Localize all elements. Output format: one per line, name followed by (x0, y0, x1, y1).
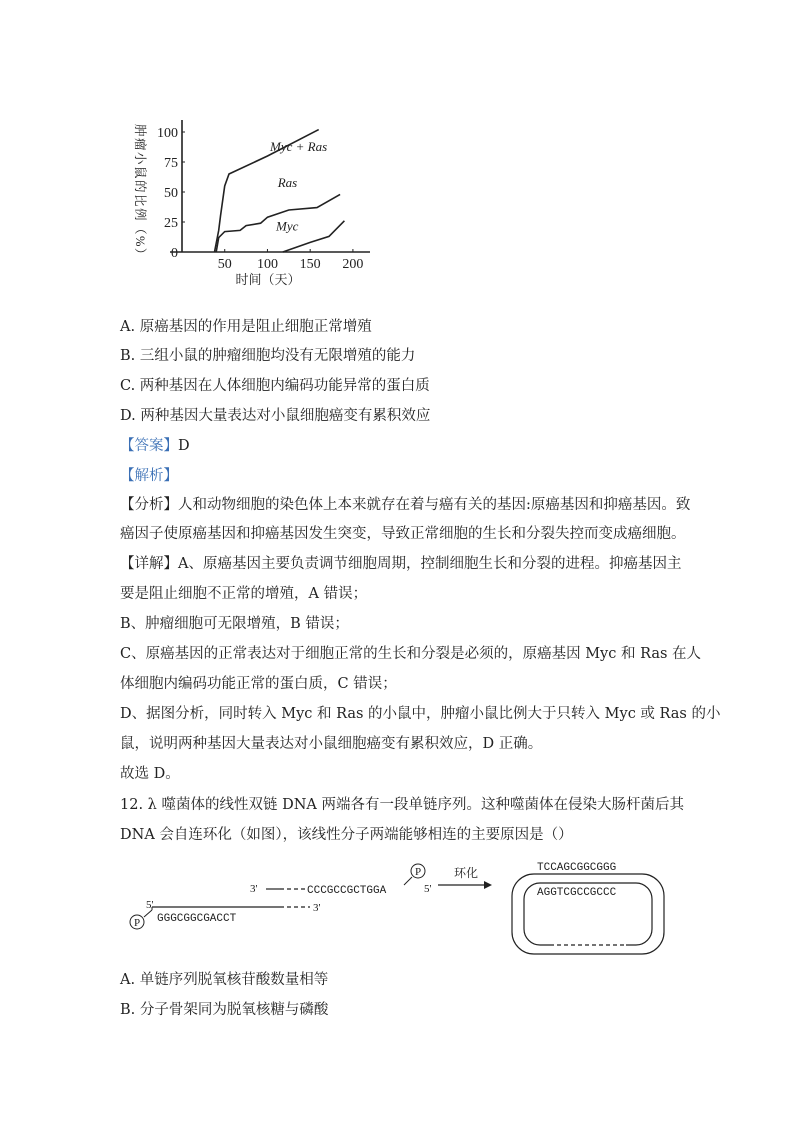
series-label-0: Myc + Ras (270, 139, 328, 155)
question-12-stem: 12. λ 噬菌体的线性双链 DNA 两端各有一段单链序列。这种噬菌体在侵染大肠杆菌后其 (120, 797, 684, 813)
analysis-line: 【分析】人和动物细胞的染色体上本来就存在着与癌有关的基因:原癌基因和抑癌基因。致 (120, 497, 691, 513)
answer-label: 【答案】 (120, 438, 178, 454)
series-label-2: Myc (276, 218, 299, 234)
phosphate-link-left (144, 910, 152, 917)
x-axis-label: 时间（天） (235, 272, 301, 287)
phosphate-label-right: P (414, 866, 422, 878)
circle-inner-sequence: AGGTCGCCGCCC (537, 887, 617, 899)
analysis-line: 癌因子使原癌基因和抑癌基因发生突变，导致正常细胞的生长和分裂失控而变成癌细胞。 (120, 526, 686, 542)
option-b: B. 三组小鼠的肿瘤细胞均没有无限增殖的能力 (120, 348, 416, 364)
arrow-head-icon (484, 881, 492, 889)
label-3prime-top: 3' (250, 883, 258, 895)
q12-option-a: A. 单链序列脱氧核苷酸数量相等 (120, 972, 329, 988)
circle-outer-sequence: TCCAGCGGCGGG (537, 862, 617, 874)
option-c: C. 两种基因在人体细胞内编码功能异常的蛋白质 (120, 378, 430, 394)
option-d: D. 两种基因大量表达对小鼠细胞癌变有累积效应 (120, 408, 431, 424)
analysis-label: 【解析】 (120, 468, 178, 484)
x-tick-label: 200 (342, 257, 364, 272)
y-tick-label: 100 (157, 126, 178, 141)
label-3prime-bottom: 3' (313, 902, 321, 914)
analysis-line: B、肿瘤细胞可无限增殖，B 错误； (120, 616, 349, 632)
y-tick-label: 50 (164, 186, 178, 201)
analysis-line: 鼠，说明两种基因大量表达对小鼠细胞癌变有累积效应，D 正确。 (120, 736, 543, 752)
analysis-line: 要是阻止细胞不正常的增殖，A 错误； (120, 586, 368, 602)
q12-option-b: B. 分子骨架同为脱氧核糖与磷酸 (120, 1002, 329, 1018)
question-12-stem: DNA 会自连环化（如图），该线性分子两端能够相连的主要原因是（） (120, 827, 573, 843)
y-axis-label: 肿瘤小鼠的比例（%） (133, 124, 147, 262)
dna-circularization-figure (120, 855, 680, 965)
x-tick-label: 100 (256, 257, 278, 272)
label-5prime-bottom: 5' (146, 899, 154, 911)
y-tick-label: 75 (164, 156, 178, 171)
bottom-sequence: GGGCGGCGACCT (157, 913, 237, 925)
analysis-line: 【详解】A、原癌基因主要负责调节细胞周期，控制细胞生长和分裂的进程。抑癌基因主 (120, 556, 682, 572)
y-tick-label: 25 (164, 216, 178, 231)
option-a: A. 原癌基因的作用是阻止细胞正常增殖 (120, 319, 372, 335)
label-5prime-top: 5' (424, 883, 432, 895)
y-tick-label: 0 (171, 246, 178, 261)
series-label-1: Ras (277, 175, 298, 191)
arrow-label: 环化 (453, 866, 479, 880)
analysis-line: D、据图分析，同时转入 Myc 和 Ras 的小鼠中，肿瘤小鼠比例大于只转入 Myc 或 Ras 的小 (120, 706, 721, 722)
tumor-proportion-chart (120, 100, 380, 300)
analysis-line: C、原癌基因的正常表达对于细胞正常的生长和分裂是必须的，原癌基因 Myc 和 Ras 在人 (120, 646, 702, 662)
answer-value: D (178, 438, 190, 454)
analysis-line: 故选 D。 (120, 766, 180, 782)
x-tick-label: 50 (217, 257, 232, 272)
phosphate-label-left: P (133, 917, 141, 929)
x-tick-label: 150 (299, 257, 321, 272)
phosphate-link-right (404, 877, 412, 885)
analysis-line: 体细胞内编码功能正常的蛋白质，C 错误； (120, 676, 397, 692)
top-sequence: CCCGCCGCTGGA (307, 885, 387, 897)
answer-line (120, 436, 190, 456)
